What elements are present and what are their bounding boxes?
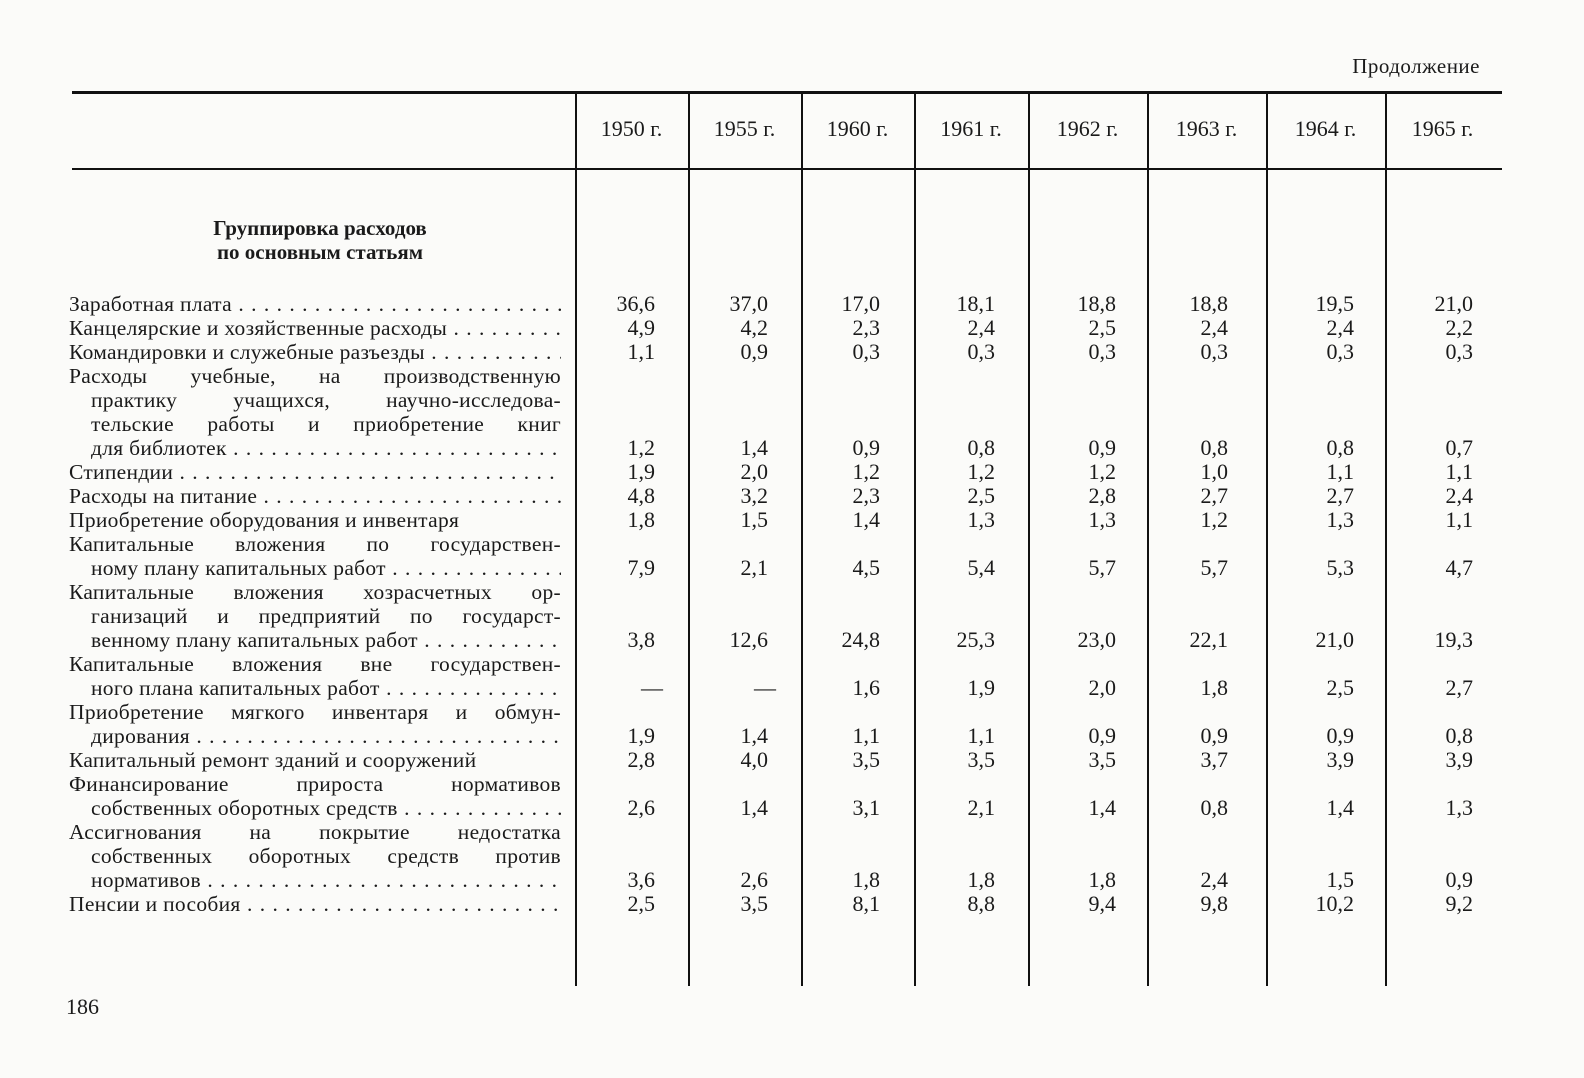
table-cell: 8,1 bbox=[852, 891, 880, 916]
table-cell: 1,2 bbox=[627, 435, 655, 460]
column-divider bbox=[801, 94, 803, 986]
row-label-line: нормативов . . . bbox=[69, 868, 561, 892]
table-cell: 1,8 bbox=[1088, 867, 1116, 892]
table-cell: 3,5 bbox=[740, 891, 768, 916]
table-cell: 1,8 bbox=[627, 507, 655, 532]
table-cell: 0,3 bbox=[852, 339, 880, 364]
row-label bbox=[69, 508, 561, 532]
row-label-line: Расходы учебные, на производственную bbox=[69, 364, 561, 388]
table-cell: 12,6 bbox=[729, 627, 768, 652]
table-cell: 1,4 bbox=[740, 795, 768, 820]
row-label bbox=[69, 316, 561, 340]
column-divider bbox=[914, 94, 916, 986]
row-label-line: Стипендии . . . bbox=[69, 460, 561, 484]
table-cell: 21,0 bbox=[1315, 627, 1354, 652]
row-label bbox=[69, 484, 561, 508]
table-cell: 2,0 bbox=[1088, 675, 1116, 700]
table-cell: 1,8 bbox=[1200, 675, 1228, 700]
row-label-line: тельские работы и приобретение книг bbox=[91, 412, 561, 436]
table-cell: 36,6 bbox=[616, 291, 655, 316]
row-label-line: Финансирование прироста нормативов bbox=[69, 772, 561, 796]
table-cell: 18,1 bbox=[956, 291, 995, 316]
table-cell: 0,9 bbox=[1088, 723, 1116, 748]
table-cell: 2,3 bbox=[852, 483, 880, 508]
table-cell: 37,0 bbox=[729, 291, 768, 316]
table-cell: 1,9 bbox=[967, 675, 995, 700]
table-cell: 2,8 bbox=[1088, 483, 1116, 508]
table-cell: 1,1 bbox=[967, 723, 995, 748]
table-cell: 2,6 bbox=[627, 795, 655, 820]
year-header: 1950 г. bbox=[600, 116, 663, 141]
table-cell: — bbox=[641, 675, 663, 700]
table-cell: 1,2 bbox=[1200, 507, 1228, 532]
table-cell: 24,8 bbox=[841, 627, 880, 652]
table-cell: 2,8 bbox=[627, 747, 655, 772]
table-cell: 1,4 bbox=[740, 723, 768, 748]
continuation-label: Продолжение bbox=[1352, 54, 1480, 78]
table-cell: 5,7 bbox=[1200, 555, 1228, 580]
row-label bbox=[69, 364, 561, 460]
row-label bbox=[69, 772, 561, 820]
table-cell: 19,5 bbox=[1315, 291, 1354, 316]
table-cell: 3,8 bbox=[627, 627, 655, 652]
table-cell: 0,8 bbox=[967, 435, 995, 460]
table-cell: 1,1 bbox=[852, 723, 880, 748]
table-cell: 1,4 bbox=[852, 507, 880, 532]
table-cell: 19,3 bbox=[1434, 627, 1473, 652]
table-cell: 3,5 bbox=[852, 747, 880, 772]
table-cell: 0,9 bbox=[1445, 867, 1473, 892]
row-label-line: Заработная плата . . . bbox=[69, 292, 561, 316]
table-cell: 2,0 bbox=[740, 459, 768, 484]
table-cell: 25,3 bbox=[956, 627, 995, 652]
table-cell: 4,7 bbox=[1445, 555, 1473, 580]
table-cell: 1,4 bbox=[1326, 795, 1354, 820]
table-cell: 1,5 bbox=[740, 507, 768, 532]
column-divider bbox=[1028, 94, 1030, 986]
table-cell: 1,8 bbox=[852, 867, 880, 892]
table-cell: 1,3 bbox=[1088, 507, 1116, 532]
year-header: 1965 г. bbox=[1411, 116, 1474, 141]
table-cell: 7,9 bbox=[627, 555, 655, 580]
row-label-line: собственных оборотных средств . . . bbox=[69, 796, 561, 820]
row-label bbox=[69, 700, 561, 748]
table-cell: 1,9 bbox=[627, 723, 655, 748]
table-cell: 1,3 bbox=[967, 507, 995, 532]
table-cell: 17,0 bbox=[841, 291, 880, 316]
table-cell: 0,9 bbox=[1200, 723, 1228, 748]
table-cell: 0,3 bbox=[967, 339, 995, 364]
table-cell: 0,7 bbox=[1445, 435, 1473, 460]
row-label-line: ного плана капитальных работ . . . bbox=[69, 676, 561, 700]
table-cell: 2,4 bbox=[1200, 315, 1228, 340]
row-label-line: практику учащихся, научно-исследова- bbox=[91, 388, 561, 412]
table-cell: 2,7 bbox=[1326, 483, 1354, 508]
table-cell: 2,3 bbox=[852, 315, 880, 340]
table-cell: 2,5 bbox=[1088, 315, 1116, 340]
year-header: 1962 г. bbox=[1056, 116, 1119, 141]
table-cell: 0,8 bbox=[1200, 435, 1228, 460]
table-cell: 2,7 bbox=[1445, 675, 1473, 700]
table-cell: 18,8 bbox=[1189, 291, 1228, 316]
table-cell: 1,6 bbox=[852, 675, 880, 700]
table-cell: 2,7 bbox=[1200, 483, 1228, 508]
table-cell: 9,8 bbox=[1200, 891, 1228, 916]
table-cell: 22,1 bbox=[1189, 627, 1228, 652]
table-cell: 2,4 bbox=[1445, 483, 1473, 508]
table-cell: 0,3 bbox=[1088, 339, 1116, 364]
row-label-line: Расходы на питание . . . bbox=[69, 484, 561, 508]
row-label bbox=[69, 460, 561, 484]
table-cell: 5,4 bbox=[967, 555, 995, 580]
table-cell: 9,4 bbox=[1088, 891, 1116, 916]
table-cell: 2,1 bbox=[967, 795, 995, 820]
table-cell: 1,3 bbox=[1445, 795, 1473, 820]
group-heading-line-1: Группировка расходов bbox=[213, 216, 427, 240]
row-label-line: собственных оборотных средств против bbox=[91, 844, 561, 868]
table-cell: 4,9 bbox=[627, 315, 655, 340]
row-label bbox=[69, 340, 561, 364]
table-cell: 3,9 bbox=[1445, 747, 1473, 772]
table-cell: 3,5 bbox=[967, 747, 995, 772]
column-divider bbox=[688, 94, 690, 986]
row-label-line: венному плану капитальных работ . . . bbox=[69, 628, 561, 652]
column-divider bbox=[1266, 94, 1268, 986]
year-header: 1963 г. bbox=[1175, 116, 1238, 141]
year-header: 1964 г. bbox=[1294, 116, 1357, 141]
row-label-line: Капитальные вложения хозрасчетных ор- bbox=[69, 580, 561, 604]
table-cell: 3,9 bbox=[1326, 747, 1354, 772]
row-label bbox=[69, 580, 561, 652]
table-cell: 0,3 bbox=[1445, 339, 1473, 364]
table-cell: 4,0 bbox=[740, 747, 768, 772]
table-cell: 4,8 bbox=[627, 483, 655, 508]
table-cell: 1,3 bbox=[1326, 507, 1354, 532]
table-cell: 1,9 bbox=[627, 459, 655, 484]
table-cell: 0,8 bbox=[1445, 723, 1473, 748]
table-cell: 2,5 bbox=[967, 483, 995, 508]
table-cell: 1,4 bbox=[1088, 795, 1116, 820]
table-cell: 2,1 bbox=[740, 555, 768, 580]
column-divider bbox=[1147, 94, 1149, 986]
table-cell: 5,3 bbox=[1326, 555, 1354, 580]
row-label bbox=[69, 652, 561, 700]
table-cell: 2,5 bbox=[627, 891, 655, 916]
table-cell: 0,9 bbox=[1326, 723, 1354, 748]
table-cell: 1,5 bbox=[1326, 867, 1354, 892]
table-cell: 1,1 bbox=[1445, 459, 1473, 484]
table-top-rule bbox=[72, 91, 1502, 94]
row-label-line: ному плану капитальных работ . . . bbox=[69, 556, 561, 580]
table-cell: 4,5 bbox=[852, 555, 880, 580]
row-label-line: дирования . . . bbox=[69, 724, 561, 748]
row-label-line: Ассигнования на покрытие недостатка bbox=[69, 820, 561, 844]
table-cell: 1,8 bbox=[967, 867, 995, 892]
year-header: 1960 г. bbox=[826, 116, 889, 141]
table-cell: 8,8 bbox=[967, 891, 995, 916]
row-label-line: Приобретение оборудования и инвентаря bbox=[69, 508, 460, 532]
table-cell: 2,2 bbox=[1445, 315, 1473, 340]
table-cell: 1,2 bbox=[852, 459, 880, 484]
table-cell: 3,1 bbox=[852, 795, 880, 820]
page-number: 186 bbox=[66, 994, 99, 1019]
table-cell: 21,0 bbox=[1434, 291, 1473, 316]
table-cell: — bbox=[754, 675, 776, 700]
table-cell: 2,5 bbox=[1326, 675, 1354, 700]
table-cell: 0,9 bbox=[852, 435, 880, 460]
table-cell: 0,3 bbox=[1200, 339, 1228, 364]
group-heading bbox=[160, 216, 480, 264]
row-label bbox=[69, 532, 561, 580]
table-cell: 10,2 bbox=[1315, 891, 1354, 916]
group-heading-line-2: по основным статьям bbox=[216, 240, 424, 264]
table-cell: 9,2 bbox=[1445, 891, 1473, 916]
table-cell: 2,6 bbox=[740, 867, 768, 892]
table-cell: 3,2 bbox=[740, 483, 768, 508]
table-cell: 0,8 bbox=[1200, 795, 1228, 820]
table-cell: 18,8 bbox=[1077, 291, 1116, 316]
table-cell: 1,1 bbox=[627, 339, 655, 364]
row-label-line: Капитальный ремонт зданий и сооружений bbox=[69, 748, 477, 772]
table-cell: 0,9 bbox=[740, 339, 768, 364]
row-label-line: Капитальные вложения вне государствен- bbox=[69, 652, 561, 676]
table-cell: 2,4 bbox=[1326, 315, 1354, 340]
table-cell: 1,2 bbox=[1088, 459, 1116, 484]
table-cell: 1,2 bbox=[967, 459, 995, 484]
table-cell: 1,1 bbox=[1326, 459, 1354, 484]
table-cell: 0,9 bbox=[1088, 435, 1116, 460]
row-label bbox=[69, 748, 561, 772]
row-label-line: Приобретение мягкого инвентаря и обмун- bbox=[69, 700, 561, 724]
row-label-line: Командировки и служебные разъезды . . . bbox=[69, 340, 561, 364]
table-cell: 3,7 bbox=[1200, 747, 1228, 772]
year-header: 1955 г. bbox=[713, 116, 776, 141]
row-label-line: для библиотек . . . bbox=[69, 436, 561, 460]
column-divider bbox=[575, 94, 577, 986]
row-label bbox=[69, 820, 561, 892]
table-header-rule bbox=[72, 168, 1502, 170]
row-label-line: Капитальные вложения по государствен- bbox=[69, 532, 561, 556]
table-cell: 3,6 bbox=[627, 867, 655, 892]
column-divider bbox=[1385, 94, 1387, 986]
table-cell: 5,7 bbox=[1088, 555, 1116, 580]
row-label bbox=[69, 892, 561, 916]
year-header: 1961 г. bbox=[940, 116, 1002, 141]
table-cell: 4,2 bbox=[740, 315, 768, 340]
table-cell: 0,8 bbox=[1326, 435, 1354, 460]
row-label-line: Пенсии и пособия . . . bbox=[69, 892, 561, 916]
row-label-line: ганизаций и предприятий по государст- bbox=[91, 604, 561, 628]
table-cell: 2,4 bbox=[1200, 867, 1228, 892]
table-cell: 1,1 bbox=[1445, 507, 1473, 532]
table-cell: 1,4 bbox=[740, 435, 768, 460]
table-cell: 2,4 bbox=[967, 315, 995, 340]
table-cell: 1,0 bbox=[1200, 459, 1228, 484]
table-cell: 3,5 bbox=[1088, 747, 1116, 772]
table-cell: 23,0 bbox=[1077, 627, 1116, 652]
row-label bbox=[69, 292, 561, 316]
row-label-line: Канцелярские и хозяйственные расходы . . . bbox=[69, 316, 561, 340]
table-cell: 0,3 bbox=[1326, 339, 1354, 364]
